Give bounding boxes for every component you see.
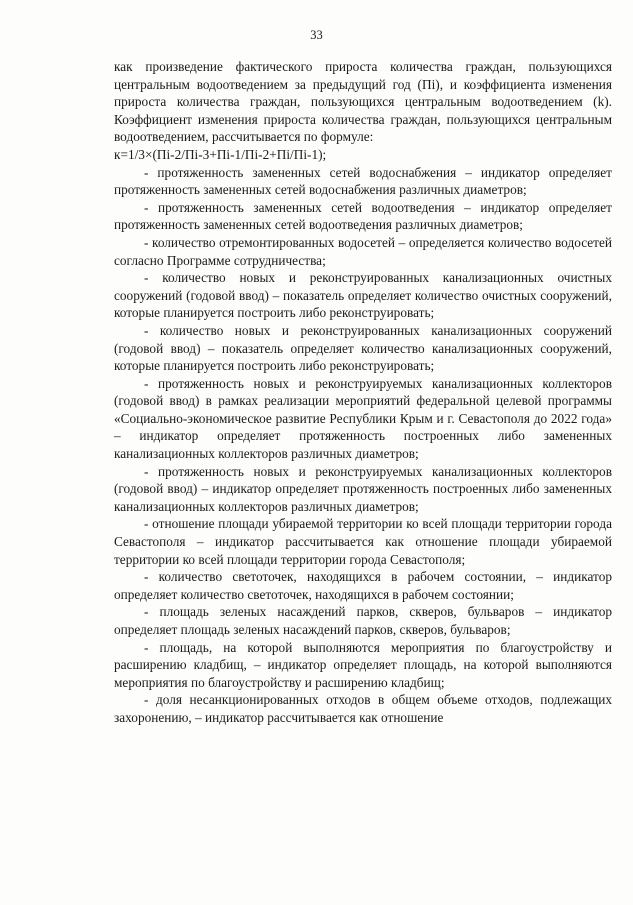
paragraph-sewer-facilities: - количество новых и реконструированных канализационных сооружений (годовой ввод) – показатель определяет количество канализационных сооружений, которые планируется построить либо реконструировать; <box>114 322 612 374</box>
paragraph-cemeteries: - площадь, на которой выполняются мероприятия по благоустройству и расширению кладбищ, – индикатор определяет площадь, на которой выполняются мероприятия по благоустройству и расширению кладбищ; <box>114 639 612 690</box>
paragraph-water-supply-networks: - протяженность замененных сетей водоснабжения – индикатор определяет протяженность замененных сетей водоснабжения различных диаметров; <box>114 164 612 198</box>
paragraph-collectors-federal-program: - протяженность новых и реконструируемых канализационных коллекторов (годовой ввод) в рамках реализации мероприятий федеральной целевой программы «Социально-экономическое развитие Республики Крым и г. Севастополя до 2022 года» – индикатор определяет протяженность построенных либо замененных канализационных коллекторов различных диаметров; <box>114 375 612 462</box>
paragraph-repaired-networks: - количество отремонтированных водосетей – определяется количество водосетей согласно Программе сотрудничества; <box>114 234 612 268</box>
paragraph-light-points: - количество светоточек, находящихся в рабочем состоянии, – индикатор определяет количество светоточек, находящихся в рабочем состоянии; <box>114 569 612 602</box>
paragraph-unauthorized-waste: - доля несанкционированных отходов в общем объеме отходов, подлежащих захоронению, – индикатор рассчитывается как отношение <box>114 692 612 725</box>
paragraph-intro: как произведение фактического прироста количества граждан, пользующихся центральным водоотведением за предыдущий год (Пi), и коэффициента изменения прироста количества граждан, пользующихся центральным водоотведением (k). Коэффициент изменения прироста количества граждан, пользующихся центральным водоотведением, рассчитывается по формуле: <box>114 59 612 145</box>
paragraph-drainage-networks: - протяженность замененных сетей водоотведения – индикатор определяет протяженность замененных сетей водоотведения различных диаметров; <box>114 199 612 233</box>
paragraph-cleaned-territory: - отношение площади убираемой территории ко всей площади территории города Севастополя – индикатор рассчитывается как отношение площади убираемой территории ко всей площади территории города Севастополя; <box>114 516 612 567</box>
paragraph-treatment-facilities: - количество новых и реконструированных канализационных очистных сооружений (годовой ввод) – показатель определяет количество очистных сооружений, которые планируется построить либо реконструировать; <box>114 270 612 321</box>
formula-k: к=1/3×(Пi-2/Пi-3+Пi-1/Пi-2+Пi/Пi-1); <box>114 146 327 162</box>
page-number: 33 <box>310 28 323 42</box>
paragraph-collectors-annual: - протяженность новых и реконструируемых канализационных коллекторов (годовой ввод) – индикатор определяет протяженность построенных либо замененных канализационных коллекторов различных диаметров; <box>114 463 612 514</box>
paragraph-green-areas: - площадь зеленых насаждений парков, скверов, бульваров – индикатор определяет площадь зеленых насаждений парков, скверов, бульваров; <box>114 604 612 637</box>
document-body <box>114 58 612 727</box>
